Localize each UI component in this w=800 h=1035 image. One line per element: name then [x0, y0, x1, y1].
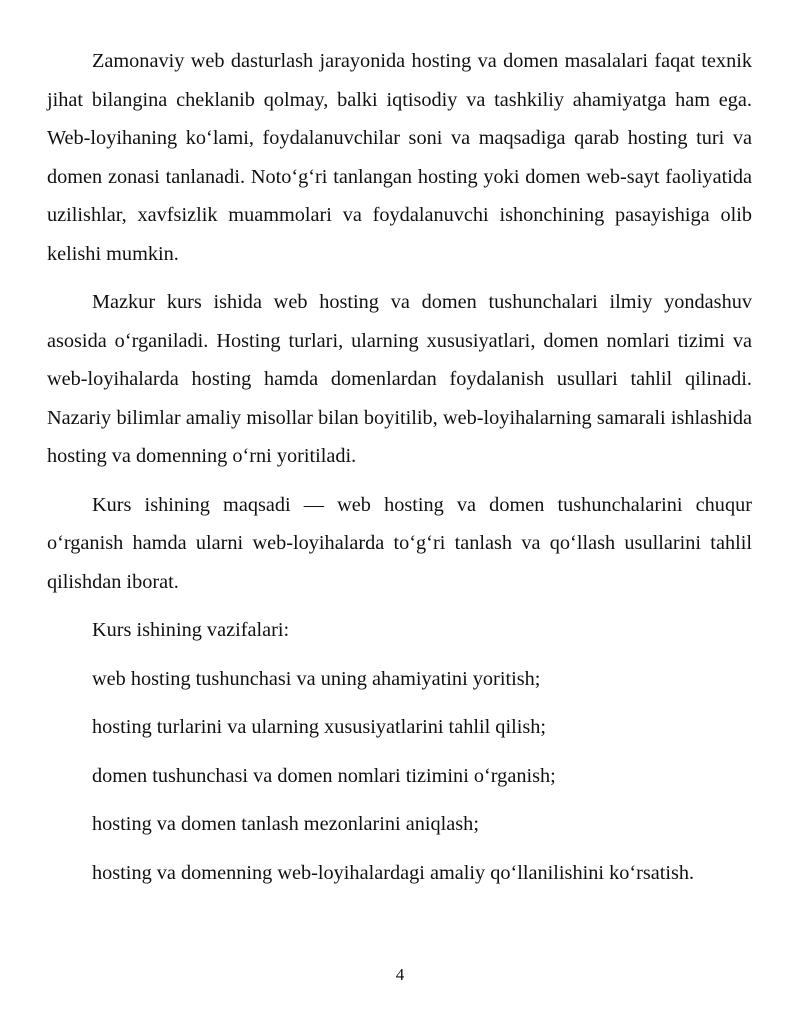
task-item-1: web hosting tushunchasi va uning ahamiyatini yoritish;	[92, 667, 541, 690]
paragraph-scope: Mazkur kurs ishida web hosting va domen tushunchalari ilmiy yondashuv asosida o‘rganiladi. Hosting turlari, ularning xususiyatlari, domen nomlari tizimi va web-loyihalarda hosting hamda domenlardan foydalanish usullari tahlil qilinadi. Nazariy bilimlar amaliy misollar bilan boyitilib, web-loyihalarning samarali ishlashida hosting va domenning o‘rni yoritiladi.	[47, 291, 752, 467]
tasks-heading: Kurs ishining vazifalari:	[92, 619, 290, 641]
task-item-5: hosting va domenning web-loyihalardagi amaliy qo‘llanilishini ko‘rsatish.	[92, 861, 695, 884]
task-item-2: hosting turlarini va ularning xususiyatlarini tahlil qilish;	[92, 716, 547, 738]
paragraph-goal: Kurs ishining maqsadi — web hosting va domen tushunchalarini chuqur o‘rganish hamda ularni web-loyihalarda to‘g‘ri tanlash va qo‘llash usullarini tahlil qilishdan iborat.	[47, 493, 752, 593]
paragraph-intro: Zamonaviy web dasturlash jarayonida hosting va domen masalalari faqat texnik jihat bilangina cheklanib qolmay, balki iqtisodiy va tashkiliy ahamiyatga ham ega. Web-loyihaning ko‘lami, foydalanuvchilar soni va maqsadiga qarab hosting turi va domen zonasi tanlanadi. Noto‘g‘ri tanlangan hosting yoki domen web-sayt faoliyatida uzilishlar, xavfsizlik muammolari va foydalanuvchi ishonchining pasayishiga olib kelishi mumkin.	[47, 50, 752, 265]
task-item-4: hosting va domen tanlash mezonlarini aniqlash;	[92, 813, 479, 835]
page-number: 4	[395, 965, 405, 984]
task-item-3: domen tushunchasi va domen nomlari tizimini o‘rganish;	[92, 764, 556, 787]
